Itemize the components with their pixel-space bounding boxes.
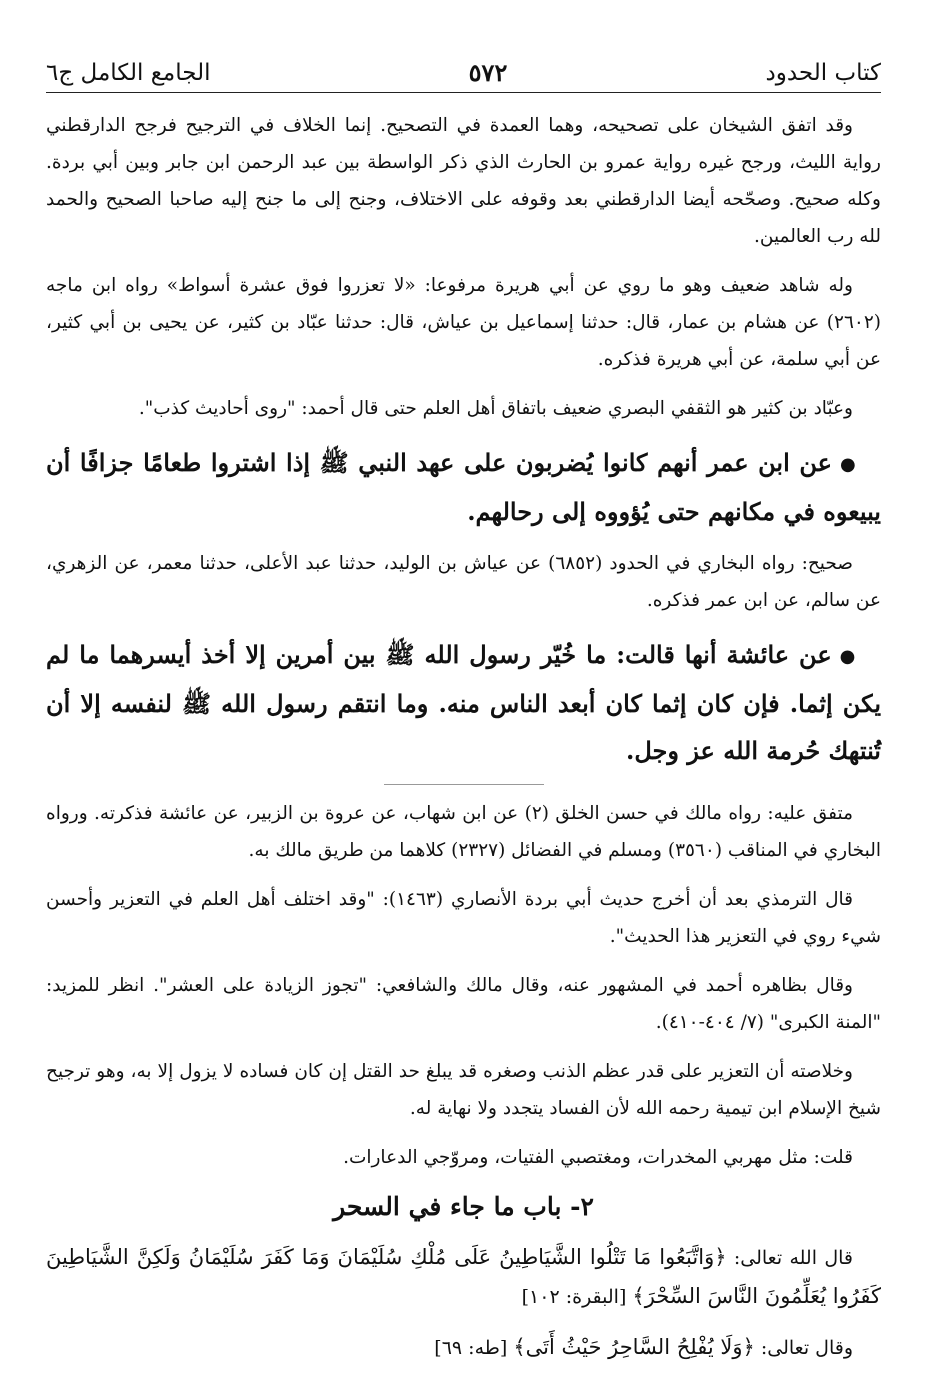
header-book-title: كتاب الحدود — [765, 60, 881, 86]
verse-intro: وقال تعالى: — [754, 1337, 853, 1359]
quran-verse-baqarah — [46, 1238, 881, 1316]
bullet-icon: ● — [840, 454, 857, 475]
hadith-aisha — [46, 631, 881, 774]
bullet-icon: ● — [839, 646, 857, 667]
header-volume-title: الجامع الكامل ج٦ — [46, 60, 211, 86]
section-divider — [384, 784, 544, 785]
paragraph-shahid: وله شاهد ضعيف وهو ما روي عن أبي هريرة مرفوعا: «لا تعزروا فوق عشرة أسواط» رواه ابن ماجه (٢٦٠٢) عن هشام بن عمار، قال: حدثنا إسماعيل بن عياش، قال: حدثنا عبّاد بن كثير، عن يحيى بن أبي كثير، عن أبي سلمة، عن أبي هريرة فذكره. — [46, 275, 881, 370]
book-page — [46, 52, 881, 1379]
hadith-ibn-umar — [46, 439, 881, 535]
verse-reference: [البقرة: ١٠٢] — [521, 1286, 633, 1308]
chapter-title: ٢- باب ما جاء في السحر — [333, 1192, 594, 1221]
paragraph-ahmad: وقال بظاهره أحمد في المشهور عنه، وقال مالك والشافعي: "تجوز الزيادة على العشر". انظر للمزيد: "المنة الكبرى" (٧/ ٤٠٤-٤١٠). — [46, 975, 881, 1033]
verse-text: ﴿وَاتَّبَعُوا مَا تَتْلُوا الشَّيَاطِينُ عَلَى مُلْكِ سُلَيْمَانَ وَمَا كَفَرَ سُلَيْمَانُ وَلَكِنَّ الشَّيَاطِينَ كَفَرُوا يُعَلِّمُونَ النَّاسَ السِّحْرَ﴾ — [46, 1245, 881, 1308]
hadith-text: عن ابن عمر أنهم كانوا يُضربون على عهد النبي ﷺ إذا اشتروا طعامًا جزافًا أن يبيعوه في مكانهم حتى يُؤووه إلى رحالهم. — [46, 448, 881, 526]
paragraph-muttafaq: متفق عليه: رواه مالك في حسن الخلق (٢) عن ابن شهاب، عن عروة بن الزبير، عن عائشة فذكرته. ورواه البخاري في المناقب (٣٥٦٠) ومسلم في الفضائل (٢٣٢٧) كلاهما من طريق مالك به. — [46, 803, 881, 861]
page-header — [46, 52, 881, 88]
hadith-text: عن عائشة أنها قالت: ما خُيّر رسول الله ﷺ بين أمرين إلا أخذ أيسرهما ما لم يكن إثما. فإن كان إثما كان أبعد الناس منه. وما انتقم رسول الله ﷺ لنفسه إلا أن تُنتهك حُرمة الله عز وجل. — [46, 640, 881, 765]
header-rule — [46, 92, 881, 93]
quran-verse-taha — [46, 1328, 881, 1367]
paragraph-tashih: وقد اتفق الشيخان على تصحيحه، وهما العمدة في التصحيح. إنما الخلاف في الترجيح فرجح الدارقطني رواية الليث، ورجح غيره رواية عمرو بن الحارث الذي ذكر الواسطة بين عبد الرحمن ابن جابر وبين أبي بردة. وكله صحيح. وصحّحه أيضا الدارقطني بعد وقوفه على الاختلاف، وجنح إلى ما جنح إليه صاحبا الصحيح والحمد لله رب العالمين. — [46, 115, 881, 247]
paragraph-tirmidhi: قال الترمذي بعد أن أخرج حديث أبي بردة الأنصاري (١٤٦٣): "وقد اختلف أهل العلم في التعزير وأحسن شيء روي في التعزير هذا الحديث". — [46, 889, 881, 947]
verse-text: ﴿وَلَا يُفْلِحُ السَّاحِرُ حَيْثُ أَتَى﴾ — [513, 1335, 755, 1359]
paragraph-khulasa: وخلاصته أن التعزير على قدر عظم الذنب وصغره قد يبلغ حد القتل إن كان فساده لا يزول إلا به، وهو ترجيح شيخ الإسلام ابن تيمية رحمه الله لأن الفساد يتجدد ولا نهاية له. — [46, 1061, 881, 1119]
paragraph-sahih-bukhari: صحيح: رواه البخاري في الحدود (٦٨٥٢) عن عياش بن الوليد، حدثنا عبد الأعلى، حدثنا معمر، عن الزهري، عن سالم، عن ابن عمر فذكره. — [46, 553, 881, 611]
page-number: ٥٧٢ — [468, 58, 508, 87]
verse-intro: قال الله تعالى: — [726, 1247, 854, 1269]
verse-reference: [طه: ٦٩] — [434, 1337, 514, 1359]
paragraph-abbad: وعبّاد بن كثير هو الثقفي البصري ضعيف باتفاق أهل العلم حتى قال أحمد: "روى أحاديث كذب". — [138, 398, 853, 419]
paragraph-qultu: قلت: مثل مهربي المخدرات، ومغتصبي الفتيات، ومروّجي الدعارات. — [343, 1147, 853, 1168]
